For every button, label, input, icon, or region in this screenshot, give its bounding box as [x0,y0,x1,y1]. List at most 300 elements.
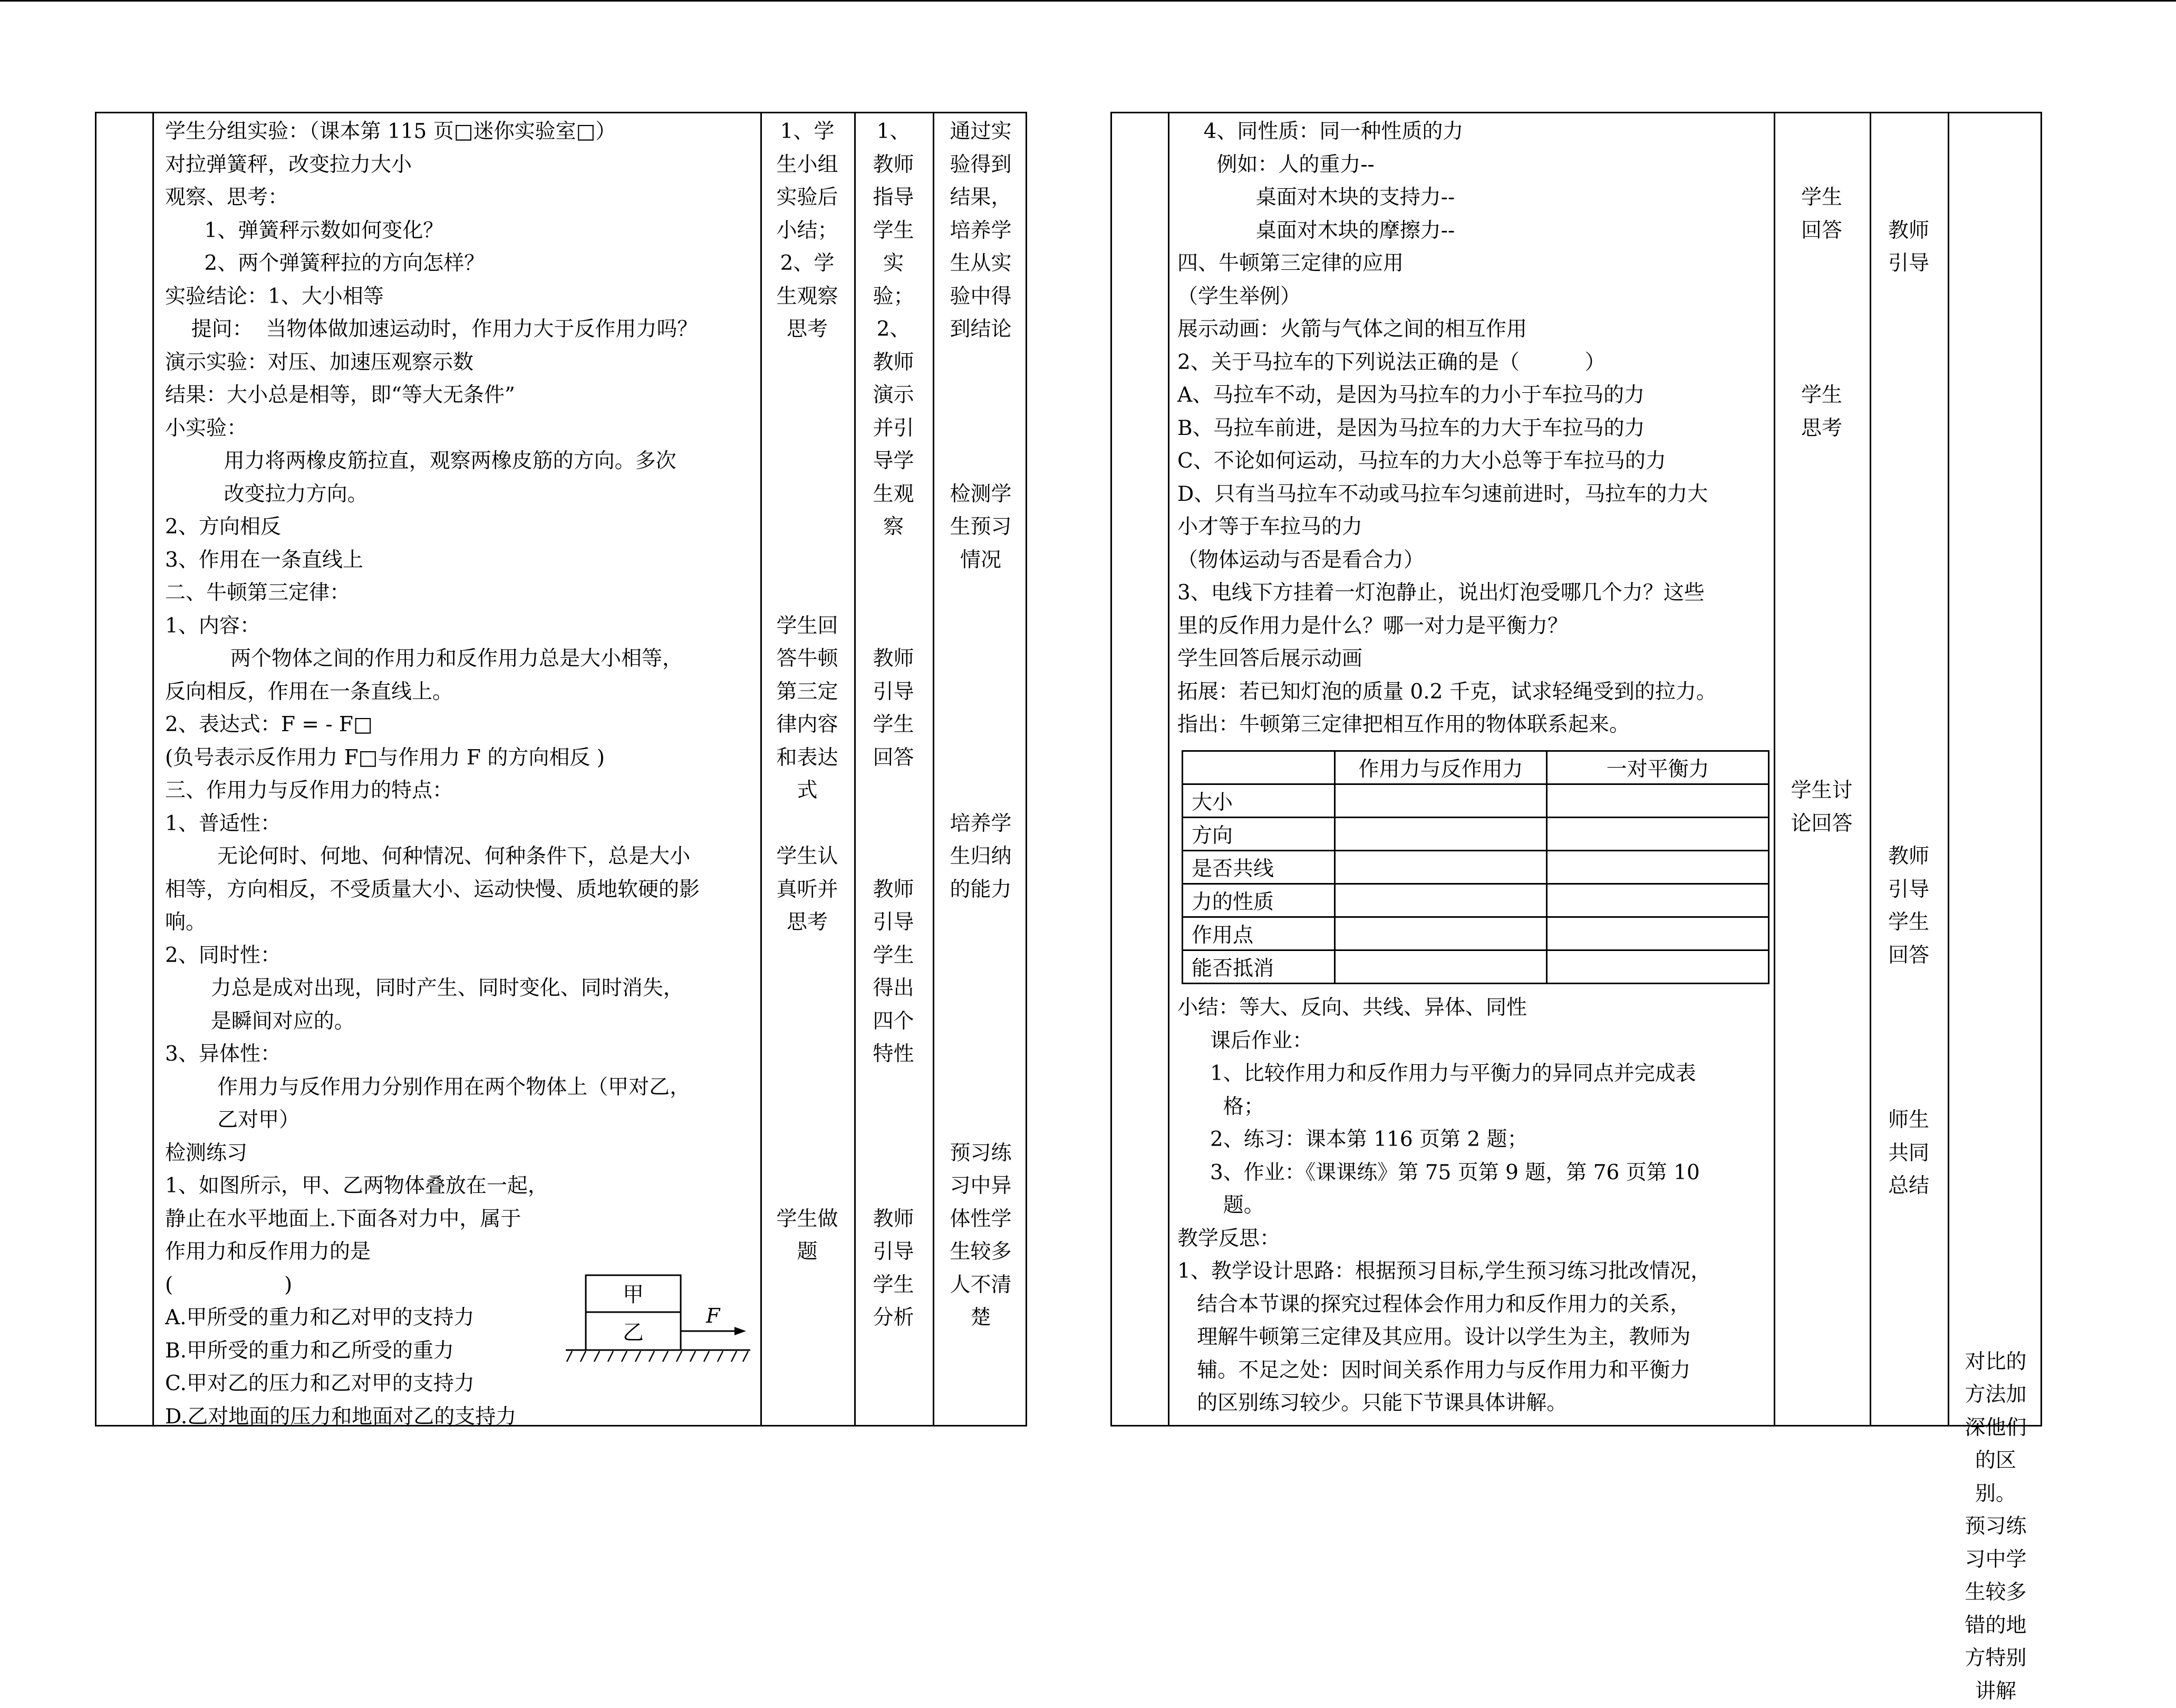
purpose-line [1949,885,2042,918]
purpose-line: 到结论 [934,313,1027,346]
comparison-empty-cell [1334,884,1546,917]
teacher-activity-line: 引导 [856,906,931,939]
student-activity-line [1775,313,1868,346]
teacher-activity-line [1871,478,1946,511]
text-line: 作用力与反作用力分别作用在两个物体上（甲对乙， [165,1071,700,1104]
teacher-activity-line [1871,511,1946,544]
teacher-activity-line [1871,774,1946,808]
teacher-activity-line: 实 [856,247,931,280]
teacher-activity-line [1871,313,1946,346]
comparison-header-cell: 一对平衡力 [1547,751,1769,784]
purpose-line: 体性学 [934,1203,1027,1236]
purpose-line [934,610,1027,643]
teacher-activity-line: 四个 [856,1005,931,1039]
student-activity-line [1775,149,1868,182]
student-activity-line [1775,742,1868,775]
purpose-line [1949,1115,2042,1148]
student-activity-line [762,972,853,1005]
purpose-line [934,1005,1027,1039]
right-main-content-bottom [1177,992,1711,1420]
student-activity-line: 回答 [1775,215,1868,248]
student-activity-line [762,1104,853,1137]
text-line: 2、表达式：F = - F□ [165,709,700,742]
teacher-activity-line: 引导 [1871,874,1946,907]
student-activity-line [1775,544,1868,577]
teacher-activity-line: 教师 [1871,840,1946,874]
comparison-empty-cell [1334,917,1546,950]
column-divider [152,113,154,1425]
purpose-line [934,676,1027,709]
teacher-activity-line [1871,808,1946,841]
comparison-row-label: 方向 [1183,818,1335,851]
purpose-line [1949,917,2042,950]
text-line: 格； [1177,1091,1711,1124]
text-line: 1、比较作用力和反作用力与平衡力的异同点并完成表 [1177,1057,1711,1091]
text-line: 相等，方向相反，不受质量大小、运动快慢、质地软硬的影 [165,874,700,907]
teacher-activity-line [856,1137,931,1170]
text-line: （学生举例） [1177,280,1717,314]
teacher-activity-line: 教师 [856,1203,931,1236]
text-line: 乙对甲） [165,1104,700,1137]
purpose-line: 的区 [1949,1444,2042,1478]
student-activity-line [1775,610,1868,643]
right-teacher-activity-column [1871,115,1946,1203]
student-activity-line: 学生认 [762,840,853,874]
teacher-activity-line [856,577,931,610]
purpose-line [934,1071,1027,1104]
purpose-line: 深他们 [1949,1412,2042,1445]
student-activity-line: 论回答 [1775,808,1868,841]
text-line: 提问： 当物体做加速运动时，作用力大于反作用力吗？ [165,313,700,346]
student-activity-line: 2、学 [762,247,853,280]
student-activity-line [762,478,853,511]
teacher-activity-line [856,610,931,643]
comparison-empty-cell [1334,950,1546,984]
comparison-empty-cell [1547,950,1769,984]
teacher-activity-line [1871,181,1946,215]
comparison-row-label: 力的性质 [1183,884,1335,917]
text-line: 拓展：若已知灯泡的质量 0.2 千克，试求轻绳受到的拉力。 [1177,676,1717,709]
text-line: 2、关于马拉车的下列说法正确的是（ ） [1177,346,1717,380]
purpose-line [934,709,1027,742]
purpose-line [1949,1148,2042,1181]
text-line: 力总是成对出现，同时产生、同时变化、同时消失， [165,972,700,1005]
teacher-activity-line: 学生 [856,709,931,742]
purpose-line: 讲解 [1949,1675,2042,1708]
text-line: 3、异体性： [165,1038,700,1071]
text-line: 题。 [1177,1189,1711,1222]
student-activity-line: 答牛顿 [762,643,853,676]
student-activity-line: 学生 [1775,181,1868,215]
left-purpose-column [934,115,1027,1335]
text-line: 学生回答后展示动画 [1177,643,1717,676]
student-activity-line: 思考 [762,906,853,939]
purpose-line: 结果， [934,181,1027,215]
purpose-line [934,774,1027,808]
purpose-line [934,972,1027,1005]
purpose-line [934,906,1027,939]
comparison-row [1183,917,1769,950]
student-activity-line [762,808,853,841]
text-line: 1、普适性： [165,808,700,841]
text-line: 2、练习：课本第 116 页第 2 题； [1177,1123,1711,1157]
comparison-empty-cell [1547,917,1769,950]
purpose-line: 培养学 [934,215,1027,248]
text-line: 静止在水平地面上.下面各对力中，属于 [165,1203,700,1236]
teacher-activity-line [1871,149,1946,182]
teacher-activity-line [1871,115,1946,149]
purpose-line [1949,753,2042,786]
purpose-line [1949,983,2042,1016]
teacher-activity-line [1871,709,1946,742]
teacher-activity-line [1871,610,1946,643]
block-yi-label: 乙 [623,1321,644,1345]
teacher-activity-line: 引导 [1871,247,1946,280]
text-line: 学生分组实验：（课本第 115 页□迷你实验室□） [165,115,700,149]
left-teacher-activity-column [856,115,931,1335]
text-line: 1、内容： [165,610,700,643]
teacher-activity-line [1871,643,1946,676]
text-line: 观察、思考： [165,181,700,215]
student-activity-line: 思考 [1775,412,1868,445]
student-activity-line [762,544,853,577]
teacher-activity-line [1871,1005,1946,1039]
student-activity-line [1775,577,1868,610]
text-line: A.甲所受的重力和乙对甲的支持力 [165,1302,700,1335]
purpose-line: 方法加 [1949,1379,2042,1412]
teacher-activity-line: 指导 [856,181,931,215]
student-activity-line: 式 [762,774,853,808]
teacher-activity-line: 学生 [1871,906,1946,939]
comparison-row-label: 能否抵消 [1183,950,1335,984]
block-jia-label: 甲 [623,1283,644,1307]
teacher-activity-line [1871,280,1946,314]
text-line: 小实验： [165,412,700,445]
text-line: 里的反作用力是什么？哪一对力是平衡力？ [1177,610,1717,643]
page-top-border [0,0,2176,2]
student-activity-line: 生小组 [762,149,853,182]
student-activity-line: 小结； [762,215,853,248]
comparison-empty-cell [1334,818,1546,851]
comparison-row [1183,818,1769,851]
student-activity-line: 1、学 [762,115,853,149]
comparison-row-label: 作用点 [1183,917,1335,950]
student-activity-line [1775,643,1868,676]
student-activity-line [762,577,853,610]
purpose-line [1949,819,2042,852]
text-line: 4、同性质：同一种性质的力 [1177,115,1717,149]
text-line: 3、作业：《课课练》第 75 页第 9 题，第 76 页第 10 [1177,1157,1711,1190]
teacher-activity-line [856,840,931,874]
purpose-line: 生从实 [934,247,1027,280]
purpose-line [1949,851,2042,885]
teacher-activity-line: 学生 [856,215,931,248]
teacher-activity-line: 察 [856,511,931,544]
comparison-empty-cell [1547,818,1769,851]
text-line: 2、方向相反 [165,511,700,544]
text-line: 3、电线下方挂着一灯泡静止，说出灯泡受哪几个力？这些 [1177,577,1717,610]
student-activity-line: 和表达 [762,742,853,775]
text-line: （物体运动与否是看合力） [1177,544,1717,577]
purpose-line: 生较多 [934,1236,1027,1269]
teacher-activity-line [856,1170,931,1203]
text-line: 结果：大小总是相等，即“等大无条件” [165,379,700,412]
text-line: 是瞬间对应的。 [165,1005,700,1039]
comparison-row-label: 是否共线 [1183,851,1335,884]
teacher-activity-line: 分析 [856,1302,931,1335]
text-line: D、只有当马拉车不动或马拉车匀速前进时，马拉车的力大 [1177,478,1717,511]
purpose-line [1949,1280,2042,1313]
column-divider [1168,113,1169,1425]
purpose-line: 的能力 [934,874,1027,907]
student-activity-line: 学生回 [762,610,853,643]
purpose-line [1949,1247,2042,1280]
teacher-activity-line [1871,1038,1946,1071]
teacher-activity-line: 引导 [856,1236,931,1269]
purpose-line: 生预习 [934,511,1027,544]
purpose-line [1949,950,2042,984]
teacher-activity-line: 共同 [1871,1137,1946,1170]
text-line: 指出：牛顿第三定律把相互作用的物体联系起来。 [1177,709,1717,742]
text-line: C.甲对乙的压力和乙对甲的支持力 [165,1367,700,1401]
purpose-line: 情况 [934,544,1027,577]
text-line: 1、教学设计思路：根据预习目标,学生预习练习批改情况， [1177,1255,1711,1288]
purpose-line [1949,1214,2042,1247]
teacher-activity-line: 特性 [856,1038,931,1071]
purpose-line [934,346,1027,380]
text-line: 桌面对木块的摩擦力-- [1177,215,1717,248]
right-main-content-top [1177,115,1717,742]
purpose-line: 人不清 [934,1269,1027,1302]
purpose-line: 错的地 [1949,1609,2042,1643]
text-line: 改变拉力方向。 [165,478,700,511]
text-line: 2、两个弹簧秤拉的方向怎样？ [165,247,700,280]
purpose-line [1949,1313,2042,1346]
teacher-activity-line: 教师 [856,874,931,907]
text-line: 小才等于车拉马的力 [1177,511,1717,544]
teacher-activity-line: 引导 [856,676,931,709]
text-line: (负号表示反作用力 F□与作用力 F 的方向相反 ) [165,742,700,775]
text-line: 1、弹簧秤示数如何变化？ [165,215,700,248]
text-line: 实验结论：1、大小相等 [165,280,700,314]
text-line: 例如：人的重力-- [1177,149,1717,182]
text-line: ( ) [165,1269,700,1302]
teacher-activity-line [1871,742,1946,775]
comparison-empty-cell [1334,784,1546,818]
comparison-row [1183,851,1769,884]
purpose-line: 验得到 [934,149,1027,182]
student-activity-line [762,1038,853,1071]
student-activity-line [1775,280,1868,314]
purpose-line: 生归纳 [934,840,1027,874]
purpose-line: 别。 [1949,1478,2042,1511]
text-line: 用力将两橡皮筋拉直，观察两橡皮筋的方向。多次 [165,445,700,478]
text-line: 四、牛顿第三定律的应用 [1177,247,1717,280]
teacher-activity-line [856,1104,931,1137]
text-line: B.甲所受的重力和乙所受的重力 [165,1335,700,1368]
student-activity-line: 实验后 [762,181,853,215]
comparison-empty-cell [1334,851,1546,884]
student-activity-line: 真听并 [762,874,853,907]
student-activity-line [762,379,853,412]
right-lesson-table [1110,112,2042,1426]
student-activity-line [1775,478,1868,511]
student-activity-line [1775,247,1868,280]
comparison-row [1183,950,1769,984]
purpose-line: 培养学 [934,808,1027,841]
teacher-activity-line: 总结 [1871,1170,1946,1203]
text-line: 辅。不足之处：因时间关系作用力与反作用力和平衡力 [1177,1354,1711,1387]
teacher-activity-line: 演示 [856,379,931,412]
student-activity-line [762,445,853,478]
student-activity-line [1775,346,1868,380]
text-line: 课后作业： [1177,1025,1711,1058]
student-activity-line [1775,445,1868,478]
teacher-activity-line: 学生 [856,1269,931,1302]
teacher-activity-line: 回答 [856,742,931,775]
purpose-line: 楚 [934,1302,1027,1335]
purpose-line [1949,1049,2042,1082]
student-activity-line [762,511,853,544]
right-purpose-column [1949,720,2042,1708]
purpose-line [934,742,1027,775]
teacher-activity-line [1871,544,1946,577]
purpose-line [1949,720,2042,753]
purpose-line: 生较多 [1949,1576,2042,1609]
student-activity-line: 生观察 [762,280,853,314]
comparison-empty-cell [1547,784,1769,818]
text-line: 两个物体之间的作用力和反作用力总是大小相等， [165,643,700,676]
student-activity-line [762,412,853,445]
purpose-line [934,412,1027,445]
comparison-row-label: 大小 [1183,784,1335,818]
teacher-activity-line: 并引 [856,412,931,445]
text-line: 小结：等大、反向、共线、异体、同性 [1177,992,1711,1025]
purpose-line [1949,1082,2042,1115]
teacher-activity-line: 1、 [856,115,931,149]
purpose-line [1949,785,2042,819]
text-line: C、不论如何运动，马拉车的力大小总等于车拉马的力 [1177,445,1717,478]
student-activity-line: 第三定 [762,676,853,709]
text-line: 反向相反，作用在一条直线上。 [165,676,700,709]
teacher-activity-line [856,774,931,808]
student-activity-line [762,1137,853,1170]
student-activity-line: 题 [762,1236,853,1269]
student-activity-line: 学生做 [762,1203,853,1236]
text-line: 结合本节课的探究过程体会作用力和反作用力的关系， [1177,1288,1711,1322]
teacher-activity-line: 教师 [856,149,931,182]
right-student-activity-column [1775,115,1868,840]
student-activity-line: 学生讨 [1775,774,1868,808]
text-line: 2、同时性： [165,939,700,973]
teacher-activity-line [856,544,931,577]
text-line: 无论何时、何地、何种情况、何种条件下，总是大小 [165,840,700,874]
teacher-activity-line: 验； [856,280,931,314]
purpose-line: 方特别 [1949,1642,2042,1675]
teacher-activity-line: 教师 [1871,215,1946,248]
teacher-activity-line: 教师 [856,643,931,676]
teacher-activity-line: 得出 [856,972,931,1005]
teacher-activity-line [1871,346,1946,380]
teacher-activity-line: 回答 [1871,939,1946,973]
teacher-activity-line: 学生 [856,939,931,973]
purpose-line [934,643,1027,676]
text-line: 1、如图所示，甲、乙两物体叠放在一起， [165,1170,700,1203]
teacher-activity-line [856,808,931,841]
student-activity-line [762,1005,853,1039]
teacher-activity-line [856,1071,931,1104]
student-activity-line: 学生 [1775,379,1868,412]
student-activity-line [762,346,853,380]
comparison-table [1182,750,1769,984]
purpose-line [934,445,1027,478]
text-line: 响。 [165,906,700,939]
force-f-label: F [705,1304,721,1327]
comparison-row [1183,884,1769,917]
comparison-row [1183,784,1769,818]
left-student-activity-column [762,115,853,1269]
teacher-activity-line [1871,412,1946,445]
student-activity-line [762,939,853,973]
comparison-header-cell: 作用力与反作用力 [1334,751,1546,784]
teacher-activity-line [1871,577,1946,610]
purpose-line: 习中学 [1949,1544,2042,1577]
student-activity-line [1775,115,1868,149]
text-line: 教学反思： [1177,1222,1711,1256]
purpose-line: 检测学 [934,478,1027,511]
text-line: D.乙对地面的压力和地面对乙的支持力 [165,1401,700,1434]
teacher-activity-line: 师生 [1871,1104,1946,1137]
teacher-activity-line [1871,379,1946,412]
text-line: 检测练习 [165,1137,700,1170]
text-line: 作用力和反作用力的是 [165,1236,700,1269]
student-activity-line: 律内容 [762,709,853,742]
text-line: 三、作用力与反作用力的特点： [165,774,700,808]
teacher-activity-line [1871,1071,1946,1104]
purpose-line: 通过实 [934,115,1027,149]
comparison-empty-cell [1547,851,1769,884]
text-line: 展示动画：火箭与气体之间的相互作用 [1177,313,1717,346]
text-line: 演示实验：对压、加速压观察示数 [165,346,700,380]
purpose-line: 对比的 [1949,1346,2042,1379]
text-line: B、马拉车前进，是因为马拉车的力大于车拉马的力 [1177,412,1717,445]
text-line: 二、牛顿第三定律： [165,577,700,610]
student-activity-line [1775,709,1868,742]
purpose-line [1949,1181,2042,1214]
teacher-activity-line: 导学 [856,445,931,478]
comparison-header-cell [1183,751,1335,784]
purpose-line [1949,1016,2042,1050]
teacher-activity-line [1871,676,1946,709]
purpose-line: 验中得 [934,280,1027,314]
teacher-activity-line: 生观 [856,478,931,511]
teacher-activity-line [1871,445,1946,478]
teacher-activity-line [1871,972,1946,1005]
text-line: 3、作用在一条直线上 [165,544,700,577]
text-line: 对拉弹簧秤，改变拉力大小 [165,149,700,182]
student-activity-line [1775,511,1868,544]
text-line: 理解牛顿第三定律及其应用。设计以学生为主，教师为 [1177,1321,1711,1354]
teacher-activity-line: 2、 [856,313,931,346]
purpose-line [934,577,1027,610]
text-line: 的区别练习较少。只能下节课具体讲解。 [1177,1387,1711,1420]
text-line: A、马拉车不动，是因为马拉车的力小于车拉马的力 [1177,379,1717,412]
purpose-line: 习中异 [934,1170,1027,1203]
student-activity-line [762,1071,853,1104]
student-activity-line [762,1170,853,1203]
purpose-line: 预习练 [934,1137,1027,1170]
text-line: 桌面对木块的支持力-- [1177,181,1717,215]
